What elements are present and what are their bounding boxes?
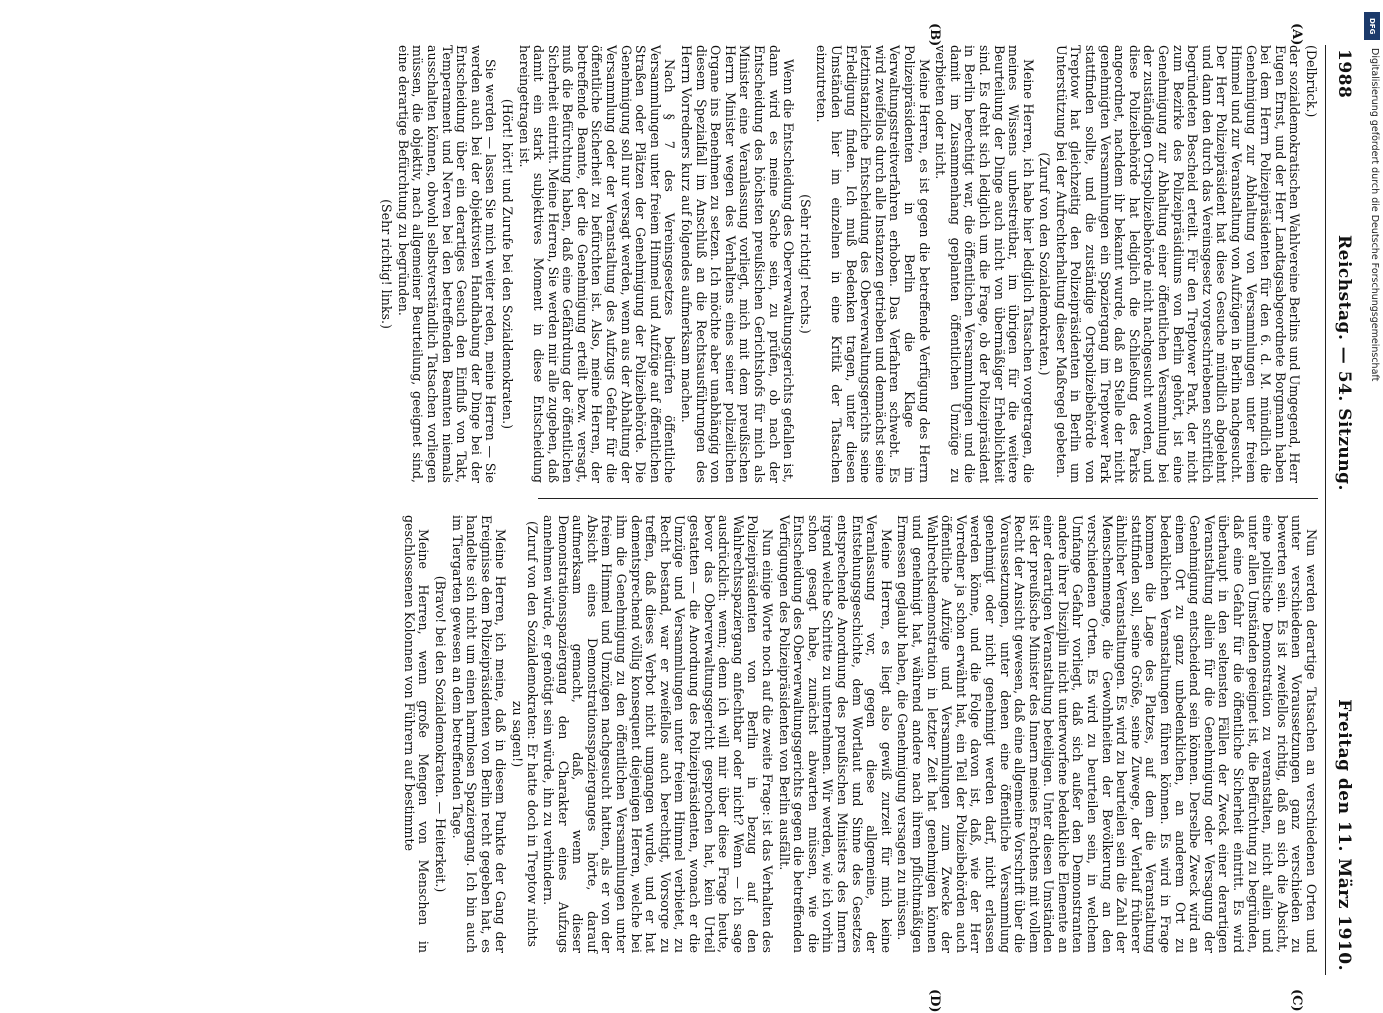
dfg-logo: DFG <box>1364 12 1380 40</box>
column-divider <box>538 498 1318 499</box>
paragraph: Meine Herren, ich meine, daß in diesem Punkte der Gang der Ereignisse dem Polizeipräsidenten von Berlin recht gegeben hat, es handelte sich nicht um einen harmlosen Spaziergang. Ich bin auch im Tiergarten gewesen an dem betreffenden Tage. <box>449 515 509 953</box>
interjection: (Sehr richtig! links.) <box>379 199 395 329</box>
paragraph: Meine Herren, wenn große Mengen von Menschen in geschlossenen Kolonnen von Führern auf bestimmte <box>401 515 432 953</box>
interjection: (Sehr richtig! rechts.) <box>797 194 813 334</box>
page-number: 1988 <box>1334 49 1354 99</box>
paragraph: Wenn die Entscheidung des Oberverwaltungsgerichts gefallen ist, dann wird es meine Sache sein, zu prüfen, ob nach der Entscheidung des höchsten preußischen Gerichtshofs für mich als Minister eine Veranlassung vorliegt, mich mit dem preußischen Herrn Minister wegen des Verhaltens eines seiner polizeilichen Organe ins Benehmen zu setzen. Ich möchte aber unabhängig von diesem Spezialfall im Anschluß an die Rechtsausführungen des Herrn Vorredners kurz auf folgendes aufmerksam machen. <box>679 45 797 483</box>
document-page <box>75 23 1360 1013</box>
page-header <box>1325 45 1360 975</box>
interjection: (Bravo! bei den Sozialdemokraten. — Heiterkeit.) <box>432 575 448 893</box>
margin-marker-c: (C) <box>1289 989 1304 1012</box>
session-title: Reichstag. — 54. Sitzung. <box>1334 235 1354 491</box>
left-column <box>379 45 1319 483</box>
paragraph: Sie werden — lassen Sie mich weiter reden, meine Herren — Sie werden auch bei der objektivsten Handhabung der Dinge bei der Entscheidung über ein derartiges Gesuch den Einfluß von Takt, Temperament und Nerven bei den betreffenden Beamten niemals ausschalten können, obwohl selbstverständlich Tatsachen vorliegen müssen, die objektiv, nach allgemeiner Beurteilung, geeignet sind, eine derartige Befürchtung zu begründen. <box>395 45 499 483</box>
interjection: (Zuruf von den Sozialdemokraten: Er hatte doch in Treptow nichts zu sagen!) <box>509 520 540 948</box>
margin-marker-b: (B) <box>927 23 942 47</box>
paragraph: Nun werden derartige Tatsachen an verschiedenen Orten und unter verschiedenen Voraussetzungen ganz verschieden zu bewerten sein. Es ist zweifellos richtig, daß an sich die Absicht, eine politische Demonstration zu veranstalten, nicht allein und unter allen Umständen geeignet ist, die Befürchtung zu begründen, daß eine Gefahr für die öffentliche Sicherheit eintritt. Es wird überhaupt in den seltensten Fällen der Zweck einer derartigen Veranstaltung allein für die Genehmigung oder Versagung der Genehmigung entscheidend sein können. Derselbe Zweck wird an einem Ort zu ganz unbedenklichen, an anderem Ort zu bedenklichen Veranstaltungen führen können. Es wird in Frage kommen die Lage des Platzes, auf dem die Veranstaltung stattfinden soll, seine Größe, seine Zuwege, der Verlauf früherer ähnlicher Veranstaltungen. Es wird zu beurteilen sein die Zahl der Menschenmenge, die Gewohnheiten der Bevölkerung an den verschiedenen Orten. Es wird zu beurteilen sein, in welchem Umfange Gefahr vorliegt, daß sich außer den Demonstranten andere ihrer Disziplin nicht unterworfene bedenkliche Elemente an einer derartigen Veranstaltung beteiligen. Unter diesen Umständen ist der preußische Minister des Innern meines Erachtens mit vollem Recht der Ansicht gewesen, daß eine allgemeine Vorschrift über die Voraussetzungen, unter denen eine öffentliche Versammlung genehmigt oder nicht genehmigt werden darf, nicht erlassen werden könne, und die Folge davon ist, daß, wie der Herr Vorredner ja schon erwähnt hat, ein Teil der Polizeibehörden auch öffentliche Aufzüge und Versammlungen zum Zwecke der Wahlrechtsdemonstration in letzter Zeit hat genehmigen können und genehmigt hat, während andere nach ihrem pflichtmäßigen Ermessen geglaubt haben, die Genehmigung versagen zu müssen. <box>895 515 1319 953</box>
paragraph: Meine Herren, ich habe hier lediglich Tatsachen vorgetragen, die meines Wissens unbestreitbar, im übrigen für die weitere Beurteilung der Dinge auch nicht von übermäßiger Erheblichkeit sind. Es dreht sich lediglich um die Frage, ob der Polizeipräsident in Berlin berechtigt war, die öffentlichen Versammlungen und die damit im Zusammenhang geplanten öffentlichen Umzüge zu verbieten oder nicht. <box>933 45 1036 483</box>
paragraph: Meine Herren, es liegt also gewiß zurzeit für mich keine Veranlassung vor, gegen diese allgemeine, der Entstehungsgeschichte, dem Wortlaut und Sinne des Gesetzes entsprechende Anordnung des preußischen Ministers des Innern irgend welche Schritte zu unternehmen. Wir werden, wie ich vorhin schon gesagt habe, zunächst abwarten müssen, wie die Entscheidung des Oberverwaltungsgerichts gegen die betreffenden Verfügungen des Polizeipräsidenten von Berlin ausfällt. <box>776 515 894 953</box>
margin-marker-a: (A) <box>1289 23 1304 46</box>
digitization-note: Digitalisierung gefördert durch die Deutsche Forschungsgemeinschaft <box>1369 48 1380 382</box>
interjection: (Hört! hört! und Zurufe bei den Sozialdemokraten.) <box>499 98 515 430</box>
paragraph: der sozialdemokratischen Wahlvereine Berlins und Umgegend, Herr Eugen Ernst, und der Herr Landtagsabgeordnete Borgmann haben bei dem Herrn Polizeipräsidenten für den 6. d. M. mündlich die Genehmigung zur Abhaltung von Versammlungen unter freiem Himmel und zur Veranstaltung von Aufzügen in Berlin nachgesucht. Der Herr Polizeipräsident hat diese Gesuche mündlich abgelehnt und dann den durch das Vereinsgesetz vorgeschriebenen schriftlich begründeten Bescheid erteilt. Für den Treptower Park, der nicht zum Bezirke des Polizeipräsidiums von Berlin gehört, ist eine Genehmigung zur Abhaltung einer öffentlichen Versammlung bei der zuständigen Ortspolizeibehörde nicht nachgesucht worden, und diese Polizeibehörde hat lediglich die Schließung des Parks angeordnet, nachdem ihr bekannt wurde, daß an Stelle der nicht genehmigten Versammlungen ein Spaziergang im Treptower Park stattfinden sollte, und die zuständige Ortspolizeibehörde von Treptow hat gleichzeitig den Polizeipräsidenten in Berlin um Unterstützung bei der Aufrechterhaltung dieser Maßregel gebeten. <box>1053 45 1303 483</box>
speaker-note: (Delbrück.) <box>1304 45 1319 118</box>
session-date: Freitag den 11. März 1910. <box>1334 699 1354 971</box>
interjection: (Zuruf von den Sozialdemokraten.) <box>1037 152 1053 376</box>
margin-marker-d: (D) <box>927 989 942 1013</box>
right-column <box>401 515 1319 953</box>
paragraph: Meine Herren, es ist gegen die betreffende Verfügung des Herrn Polizeipräsidenten in Berlin die Klage im Verwaltungsstreitverfahren erhoben. Das Verfahren schwebt. Es wird zweifellos durch alle Instanzen getrieben und demnächst seine letztinstanzliche Entscheidung des Oberverwaltungsgerichts seine Erledigung finden. Ich muß Bedenken tragen, unter diesen Umständen hier im einzelnen in eine Kritik der Tatsachen einzutreten. <box>814 45 932 483</box>
paragraph: Nun einige Worte noch auf die zweite Frage: ist das Verhalten des Polizeipräsidenten von Berlin in bezug auf den Wahlrechtsspaziergang anfechtbar oder nicht? Wenn — ich sage ausdrücklich: wenn; denn ich will mir über diese Frage heute, bevor das Oberverwaltungsgericht gesprochen hat, kein Urteil gestatten — die Anordnung des Polizeipräsidenten, wonach er die Umzüge und Versammlungen unter freiem Himmel verbietet, zu Recht bestand, war er zweifellos auch berechtigt, Vorsorge zu treffen, daß dieses Verbot nicht umgangen wurde, und er hat dementsprechend völlig konsequent diejenigen Herren, welche bei ihm die Genehmigung zu den öffentlichen Versammlungen unter freiem Himmel und Umzügen nachgesucht hatten, als er von der Absicht eines Demonstrationsspazierganges hörte, darauf aufmerksam gemacht, daß, wenn dieser Demonstrationsspaziergang den Charakter eines Aufzugs annehmen würde, er genötigt sein würde, ihn zu verhindern. <box>541 515 776 953</box>
paragraph: Nach § 7 des Vereinsgesetzes bedürfen öffentliche Versammlungen unter freiem Himmel und Aufzüge auf öffentlichen Straßen oder Plätzen der Genehmigung der Polizeibehörde. Die Genehmigung soll nur versagt werden, wenn aus der Abhaltung der Versammlung oder der Veranstaltung des Aufzugs Gefahr für die öffentliche Sicherheit zu befürchten ist. Also, meine Herren, der betreffende Beamte, der die Genehmigung erteilt bezw. versagt, muß die Befürchtung haben, daß eine Gefährdung der öffentlichen Sicherheit eintritt. Meine Herren, Sie werden mir alle zugeben, daß damit ein stark subjektives Moment in diese Entscheidung hereingetragen ist. <box>516 45 678 483</box>
